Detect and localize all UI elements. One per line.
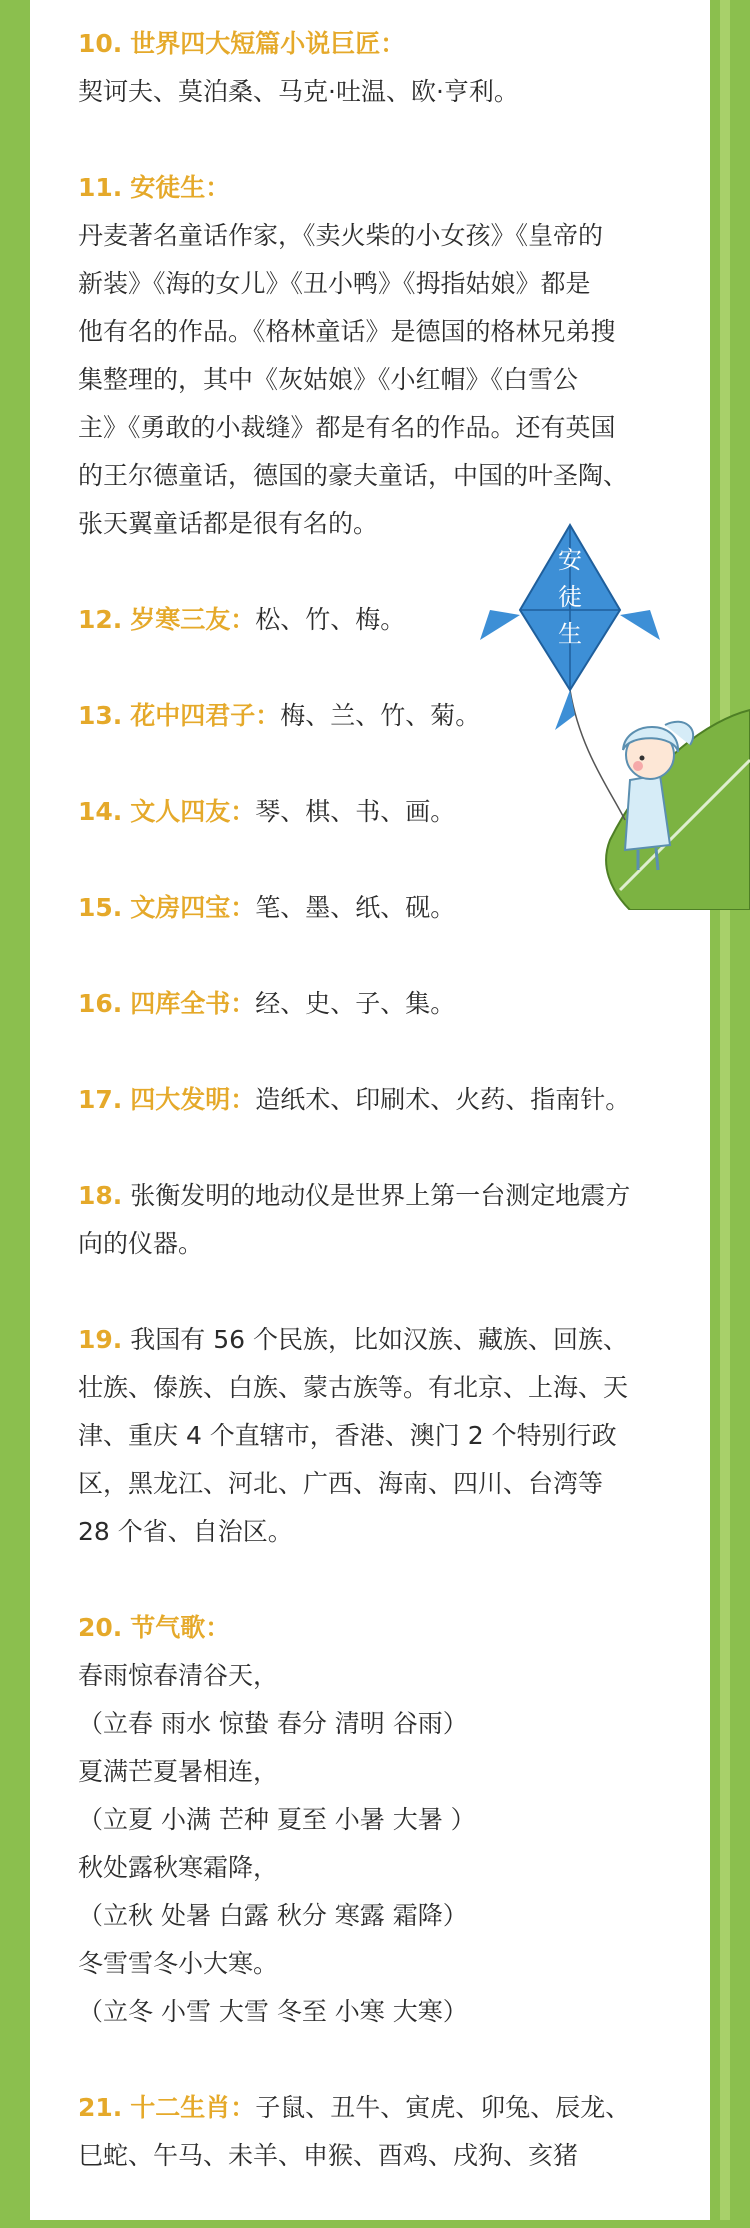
item-text: 丹麦著名童话作家，《卖火柴的小女孩》《皇帝的 <box>78 221 604 250</box>
item-title: 十二生肖： <box>130 2093 256 2122</box>
kite-tail-left <box>480 610 520 640</box>
item-heading <box>78 980 678 1028</box>
item-heading <box>78 1076 678 1124</box>
item-title: 安徒生： <box>130 173 231 202</box>
item-inline-text: 琴、棋、书、画。 <box>255 797 456 826</box>
item-text: 春雨惊春清谷天， <box>78 1661 279 1690</box>
item-text: 冬雪雪冬小大寒。 <box>78 1949 279 1978</box>
item-number: 17. <box>78 1085 123 1114</box>
kite-char-3: 生 <box>558 620 582 648</box>
item-text: 津、重庆 4 个直辖市，香港、澳门 2 个特别行政 <box>78 1421 617 1450</box>
item-text: 巳蛇、午马、未羊、申猴、酉鸡、戌狗、亥猪 <box>78 2141 579 2170</box>
item-text: 张天翼童话都是很有名的。 <box>78 509 379 538</box>
item-inline-text: 经、史、子、集。 <box>255 989 456 1018</box>
list-item <box>78 1172 678 1268</box>
item-text: 夏满芒夏暑相连， <box>78 1757 279 1786</box>
item-text: 他有名的作品。《格林童话》是德国的格林兄弟搜 <box>78 317 616 346</box>
kite-tail-right <box>620 610 660 640</box>
item-inline-text: 梅、兰、竹、菊。 <box>280 701 481 730</box>
list-item <box>78 2084 678 2180</box>
list-item <box>78 1316 678 1556</box>
item-number: 12. <box>78 605 123 634</box>
item-number: 15. <box>78 893 123 922</box>
item-text: 秋处露秋寒霜降， <box>78 1853 279 1882</box>
item-text: 主》《勇敢的小裁缝》都是有名的作品。还有英国 <box>78 413 616 442</box>
item-text: 契诃夫、莫泊桑、马克·吐温、欧·亨利。 <box>78 77 519 106</box>
item-number: 18. <box>78 1181 123 1210</box>
item-inline-text: 张衡发明的地动仪是世界上第一台测定地震方 <box>130 1181 631 1210</box>
item-title: 岁寒三友： <box>130 605 256 634</box>
item-number: 13. <box>78 701 123 730</box>
item-title: 四大发明： <box>130 1085 256 1114</box>
item-text: 新装》《海的女儿》《丑小鸭》《拇指姑娘》都是 <box>78 269 591 298</box>
item-heading <box>78 164 678 212</box>
item-title: 世界四大短篇小说巨匠： <box>130 29 406 58</box>
item-number: 16. <box>78 989 123 1018</box>
item-text: 的王尔德童话，德国的豪夫童话，中国的叶圣陶、 <box>78 461 629 490</box>
kite-string <box>570 690 625 820</box>
item-number: 14. <box>78 797 123 826</box>
kite-illustration <box>460 520 750 910</box>
item-number: 10. <box>78 29 123 58</box>
item-text: （立春 雨水 惊蛰 春分 清明 谷雨） <box>78 1709 468 1738</box>
item-title: 文房四宝： <box>130 893 256 922</box>
item-title: 节气歌： <box>130 1613 231 1642</box>
article-body <box>78 20 678 2228</box>
item-number: 19. <box>78 1325 123 1354</box>
item-title: 文人四友： <box>130 797 256 826</box>
item-number: 11. <box>78 173 123 202</box>
item-inline-text: 我国有 56 个民族，比如汉族、藏族、回族、 <box>130 1325 628 1354</box>
item-title: 四库全书： <box>130 989 256 1018</box>
item-inline-text: 造纸术、印刷术、火药、指南针。 <box>255 1085 631 1114</box>
list-item <box>78 20 678 116</box>
item-text: 向的仪器。 <box>78 1229 204 1258</box>
item-heading <box>78 1172 678 1220</box>
kite-tail-bottom <box>555 690 575 730</box>
list-item <box>78 164 678 548</box>
item-inline-text: 笔、墨、纸、砚。 <box>255 893 456 922</box>
item-heading <box>78 1316 678 1364</box>
item-text: （立夏 小满 芒种 夏至 小暑 大暑 ） <box>78 1805 476 1834</box>
item-heading <box>78 1604 678 1652</box>
item-number: 21. <box>78 2093 123 2122</box>
list-item <box>78 1604 678 2036</box>
item-text: 区，黑龙江、河北、广西、海南、四川、台湾等 <box>78 1469 604 1498</box>
kite-char-1: 安 <box>558 546 582 574</box>
item-inline-text: 松、竹、梅。 <box>255 605 406 634</box>
item-text: 壮族、傣族、白族、蒙古族等。有北京、上海、天 <box>78 1373 629 1402</box>
item-heading <box>78 2084 678 2132</box>
item-heading <box>78 20 678 68</box>
list-item <box>78 980 678 1028</box>
item-number: 20. <box>78 1613 123 1642</box>
list-item <box>78 1076 678 1124</box>
item-text: （立秋 处暑 白露 秋分 寒露 霜降） <box>78 1901 468 1930</box>
item-title: 花中四君子： <box>130 701 281 730</box>
decorative-stripe <box>720 0 730 2220</box>
item-inline-text: 子鼠、丑牛、寅虎、卯兔、辰龙、 <box>255 2093 631 2122</box>
item-text: 28 个省、自治区。 <box>78 1517 293 1546</box>
item-text: 集整理的，其中《灰姑娘》《小红帽》《白雪公 <box>78 365 579 394</box>
item-text: （立冬 小雪 大雪 冬至 小寒 大寒） <box>78 1997 468 2026</box>
kite-char-2: 徒 <box>558 583 582 611</box>
